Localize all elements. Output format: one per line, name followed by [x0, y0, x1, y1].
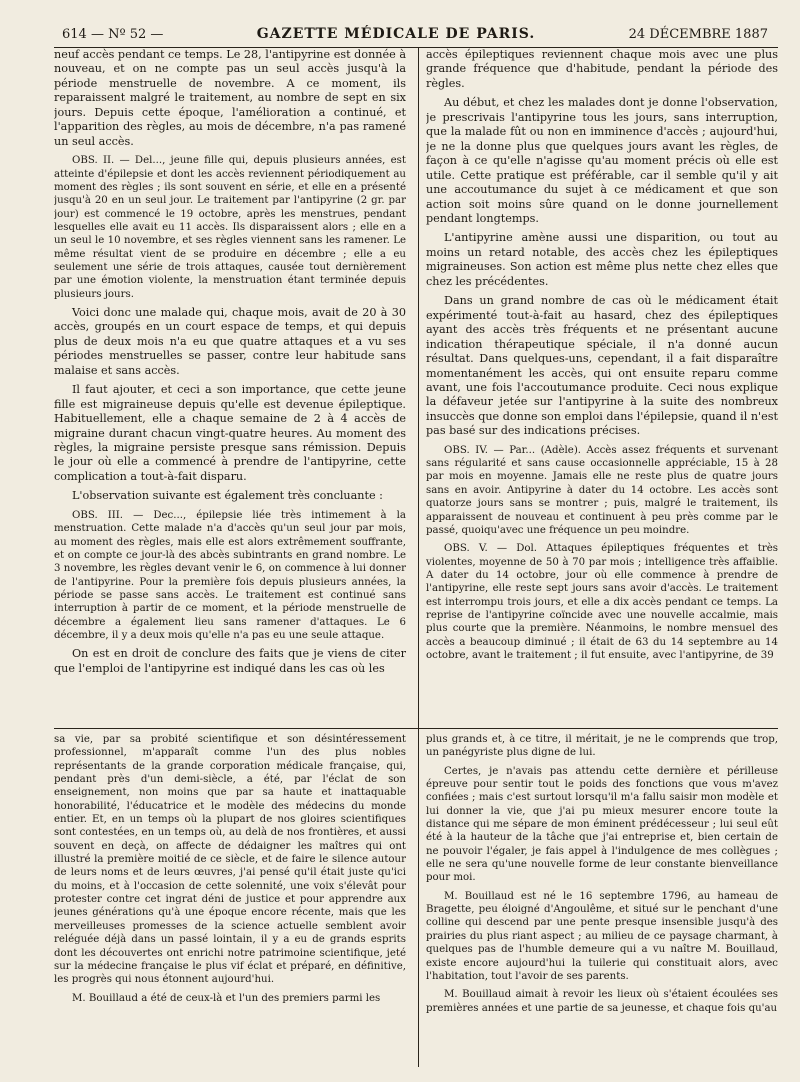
top-article: [54, 48, 778, 729]
paragraph: OBS. II. — Del..., jeune fille qui, depuis plusieurs années, est atteinte d'épilepsie et dont les accès reviennent périodiquement au moment des règles ; ils sont souvent en série, et elle en a présenté jusqu'à 20 en un seul jour. Le traitement par l'antipyrine (2 gr. par jour) est commencé le 19 octobre, après les menstrues, pendant lesquelles elle avait eu 11 accès. Ils disparaissent alors ; elle en a un seul le 10 novembre, et ses règles viennent sans les ramener. Le même résultat vient de se produire en décembre ; elle a eu seulement une série de trois attaques, causée tout dernièrement par une émotion violente, la menstruation étant terminée depuis plusieurs jours.: [54, 155, 406, 300]
column-rule: [418, 48, 419, 728]
paragraph: L'observation suivante est également très concluante :: [72, 489, 383, 503]
paragraph: sa vie, par sa probité scientifique et son désintéressement professionnel, m'apparaît comme l'un des plus nobles représentants de la grande corporation médicale française, qui, pendant près d'un demi-siècle, a été, par l'éclat de son enseignement, non moins que par sa haute et inattaquable honorabilité, l'éducatrice et le modèle des médecins du monde entier. Et, en un temps où la plupart de nos gloires scientifiques sont contestées, en un temps où, au delà de nos frontières, et aussi souvent en deçà, on affecte de dédaigner les maîtres qui ont illustré la première moitié de ce siècle, et de faire le silence autour de leurs noms et de leurs œuvres, j'ai pensé qu'il était juste qu'ici du moins, et à l'occasion de cette solennité, une voix s'élevât pour protester contre cet ingrat déni de justice et pour apprendre aux jeunes générations qu'à une époque encore récente, mais que les merveilleuses promesses de la science actuelle semblent avoir reléguée déjà dans un passé lointain, il y a eu de grands esprits dont les découvertes ont enrichi notre patrimoine scientifique, jeté sur la médecine française le plus vif éclat et préparé, en définitive, les progrès qui nous étonnent aujourd'hui.: [54, 734, 406, 986]
paragraph: OBS. IV. — Par... (Adèle). Accès assez fréquents et survenant sans régularité et sans cause occasionnelle appréciable, 15 à 28 par mois en moyenne. Jamais elle ne reste plus de quatre jours sans en avoir. Antipyrine à dater du 14 octobre. Les accès sont quatorze jours sans se montrer ; puis, malgré le traitement, ils apparaissent de nouveau et continuent à peu près comme par le passé, quoiqu'avec une fréquence un peu moindre.: [426, 444, 778, 536]
bottom-article: [54, 729, 778, 1067]
paragraph: M. Bouillaud aimait à revoir les lieux où s'étaient écoulées ses premières années et une partie de sa jeunesse, et chaque fois qu'au: [426, 989, 778, 1014]
paragraph: Au début, et chez les malades dont je donne l'observation, je prescrivais l'antipyrine tous les jours, sans interruption, que la malade fût ou non en imminence d'accès ; aujourd'hui, je ne la donne plus que quelques jours avant les règles, de façon à ce qu'elle n'agisse qu'au moment précis où elle est utile. Cette pratique est préférable, car il semble qu'il y ait une accoutumance du sujet à ce médicament et que son action soit moins sûre quand on le donne journellement pendant longtemps.: [426, 96, 778, 225]
issue-date: 24 DÉCEMBRE 1887: [628, 27, 768, 42]
paragraph: plus grands et, à ce titre, il méritait, je ne le comprends que trop, un panégyriste plus digne de lui.: [426, 734, 778, 759]
paragraph: accès épileptiques reviennent chaque mois avec une plus grande fréquence que d'habitude, pendant la période des règles.: [426, 48, 778, 90]
paragraph: L'antipyrine amène aussi une disparition, ou tout au moins un retard notable, des accès chez les épileptiques migraineuses. Son action est même plus nette chez elles que chez les précédentes.: [426, 231, 778, 288]
paragraph: Il faut ajouter, et ceci a son importance, que cette jeune fille est migraineuse depuis qu'elle est devenue épileptique. Habituellement, elle a chaque semaine de 2 à 4 accès de migraine durant chacun vingt-quatre heures. Au moment des règles, la migraine persiste presque sans rémission. Depuis le jour où elle a commencé à prendre de l'antipyrine, cette complication a tout-à-fait disparu.: [54, 383, 406, 483]
bottom-right-column: [426, 733, 778, 1067]
paragraph: OBS. V. — Dol. Attaques épileptiques fréquentes et très violentes, moyenne de 50 à 70 par mois ; intelligence très affaiblie. A dater du 14 octobre, jour où elle commence à prendre de l'antipyrine, elle reste sept jours sans avoir d'accès. Le traitement est interrompu trois jours, et elle a dix accès pendant ce temps. La reprise de l'antipyrine coïncide avec une nouvelle accalmie, mais plus courte que la première. Néanmoins, le nombre mensuel des accès a beaucoup diminué ; il était de 63 du 14 septembre au 14 octobre, avant le traitement ; il fut ensuite, avec l'antipyrine, de 39: [426, 543, 778, 661]
paragraph: OBS. III. — Dec..., épilepsie liée très intimement à la menstruation. Cette malade n'a d'accès qu'un seul jour par mois, au moment des règles, mais elle est alors extrêmement souffrante, et on compte ce jour-là des abcès subintrants en grand nombre. Le 3 novembre, les règles devant venir le 6, on commence à lui donner de l'antipyrine. Pour la première fois depuis plusieurs années, la période se passe sans accès. Le traitement est continué sans interruption à partir de ce moment, et la période menstruelle de décembre a également lieu sans ramener d'attaques. Le 6 décembre, il y a deux mois qu'elle n'a pas eu une seule attaque.: [54, 509, 406, 641]
top-right-column: [426, 48, 778, 728]
paragraph: M. Bouillaud a été de ceux-là et l'un des premiers parmi les: [72, 992, 381, 1004]
paragraph: Certes, je n'avais pas attendu cette dernière et périlleuse épreuve pour sentir tout le poids des fonctions que vous m'avez confiées ; mais c'est surtout lorsqu'il m'a fallu saisir mon modèle et lui donner la vie, que j'ai pu mieux mesurer encore toute la distance qui me sépare de mon éminent prédécesseur ; lui seul eût été à la hauteur de la tâche que j'ai entreprise et, bien certain de ne pouvoir l'égaler, je fais appel à l'indulgence de mes collègues ; elle ne sera qu'une nouvelle forme de leur constante bienveillance pour moi.: [426, 765, 778, 884]
paragraph: Voici donc une malade qui, chaque mois, avait de 20 à 30 accès, groupés en un court espace de temps, et qui depuis plus de deux mois n'a eu que quatre attaques et a vu ses périodes menstruelles se passer, contre leur habitude sans malaise et sans accès.: [54, 305, 406, 377]
page-number: 614 — Nº 52 —: [62, 27, 164, 42]
paragraph: M. Bouillaud est né le 16 septembre 1796, au hameau de Bragette, peu éloigné d'Angoulême, et situé sur le penchant d'une colline qui descend par une pente presque insensible jusqu'à des prairies du plus riant aspect ; au milieu de ce paysage charmant, à quelques pas de l'humble demeure qui a vu naître M. Bouillaud, existe encore aujourd'hui la tuilerie qui constituait alors, avec l'habitation, tout l'avoir de ses parents.: [426, 890, 778, 982]
paragraph: Dans un grand nombre de cas où le médicament était expérimenté tout-à-fait au hasard, chez des épileptiques ayant des accès très fréquents et ne présentant aucune indication thérapeutique spéciale, il n'a donné aucun résultat. Dans quelques-uns, cependant, il a fait disparaître momentanément les accès, qui ont ensuite reparu comme avant, une fois l'accoutumance produite. Ceci nous explique la défaveur jetée sur l'antipyrine à la suite des nombreux insuccès que donne son emploi dans l'épilepsie, quand il n'est pas basé sur des indications précises.: [426, 294, 778, 438]
journal-title: GAZETTE MÉDICALE DE PARIS.: [256, 26, 536, 42]
page-header: [54, 26, 778, 48]
bottom-left-column: [54, 733, 410, 1067]
top-left-column: [54, 48, 410, 728]
paragraph: neuf accès pendant ce temps. Le 28, l'antipyrine est donnée à nouveau, et on ne compte pas un seul accès jusqu'à la période menstruelle de novembre. A ce moment, ils reparaissent malgré le traitement, au nombre de sept en six jours. Depuis cette époque, l'amélioration a continué, et l'apparition des règles, au mois de décembre, n'a pas ramené un seul accès.: [54, 48, 406, 148]
paragraph: On est en droit de conclure des faits que je viens de citer que l'emploi de l'antipyrine est indiqué dans les cas où les: [54, 647, 406, 675]
column-rule: [418, 729, 419, 1067]
